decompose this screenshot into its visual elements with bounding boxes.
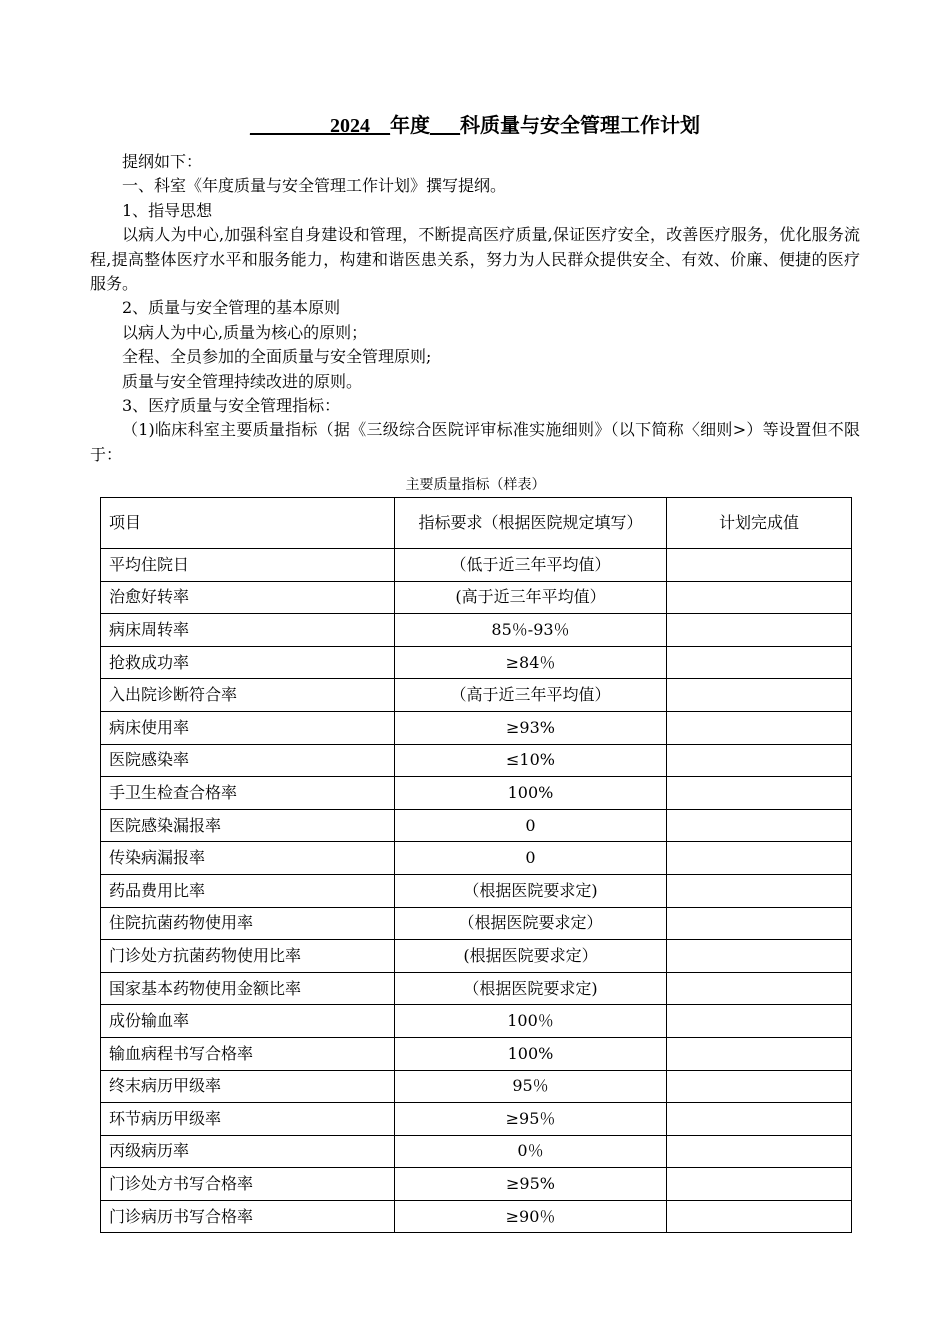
cell-planned-value[interactable]	[667, 1070, 852, 1103]
table-row	[101, 777, 852, 810]
cell-planned-value[interactable]	[667, 1005, 852, 1038]
cell-planned-value[interactable]	[667, 581, 852, 614]
cell-requirement: 100%	[395, 777, 667, 810]
cell-requirement: 0	[395, 809, 667, 842]
title-rest: 科质量与安全管理工作计划	[460, 115, 700, 137]
cell-requirement: 95％	[395, 1070, 667, 1103]
cell-requirement: 100％	[395, 1005, 667, 1038]
paragraph: （1)临床科室主要质量指标（据《三级综合医院评审标准实施细则》（以下简称〈细则>）等设置但不限于：	[90, 420, 860, 464]
cell-requirement: (根据医院要求定）	[395, 940, 667, 973]
cell-requirement: 0％	[395, 1135, 667, 1168]
paragraph: 一、科室《年度质量与安全管理工作计划》撰写提纲。	[122, 176, 507, 196]
paragraph: 以病人为中心,质量为核心的原则；	[122, 322, 368, 342]
title-blank-3: ___	[430, 115, 460, 137]
cell-planned-value[interactable]	[667, 1200, 852, 1233]
table-row	[101, 744, 852, 777]
table-row	[101, 874, 852, 907]
table-row	[101, 679, 852, 712]
cell-requirement: 85％-93％	[395, 614, 667, 647]
cell-requirement: 0	[395, 842, 667, 875]
cell-planned-value[interactable]	[667, 940, 852, 973]
title-blank-2: __	[370, 115, 390, 137]
cell-planned-value[interactable]	[667, 972, 852, 1005]
title-year-word: 年度	[390, 115, 430, 137]
cell-item: 门诊处方书写合格率	[101, 1168, 395, 1201]
table-row	[101, 1168, 852, 1201]
table-row	[101, 1200, 852, 1233]
cell-item: 门诊处方抗菌药物使用比率	[101, 940, 395, 973]
cell-planned-value[interactable]	[667, 809, 852, 842]
cell-item: 治愈好转率	[101, 581, 395, 614]
cell-requirement: ≥93%	[395, 711, 667, 744]
cell-planned-value[interactable]	[667, 1135, 852, 1168]
cell-item: 成份输血率	[101, 1005, 395, 1038]
cell-item: 病床使用率	[101, 711, 395, 744]
cell-planned-value[interactable]	[667, 711, 852, 744]
table-row	[101, 842, 852, 875]
cell-planned-value[interactable]	[667, 549, 852, 582]
table-row	[101, 907, 852, 940]
paragraph: 提纲如下：	[122, 152, 203, 171]
cell-planned-value[interactable]	[667, 1037, 852, 1070]
header-requirement: 指标要求（根据医院规定填写）	[395, 498, 667, 549]
cell-item: 环节病历甲级率	[101, 1103, 395, 1136]
table-row	[101, 809, 852, 842]
paragraph: 以病人为中心,加强科室自身建设和管理，不断提高医疗质量,保证医疗安全，改善医疗服务，优化服务流程,提高整体医疗水平和服务能力，构建和谐医患关系，努力为人民群众提供安全、有效、价廉、便捷的医疗服务。	[90, 225, 860, 294]
table-row	[101, 940, 852, 973]
table-row	[101, 549, 852, 582]
cell-item: 住院抗菌药物使用率	[101, 907, 395, 940]
table-header-row	[101, 498, 852, 549]
cell-planned-value[interactable]	[667, 842, 852, 875]
cell-planned-value[interactable]	[667, 874, 852, 907]
cell-item: 门诊病历书写合格率	[101, 1200, 395, 1233]
cell-requirement: （低于近三年平均值）	[395, 549, 667, 582]
cell-planned-value[interactable]	[667, 1168, 852, 1201]
title-year: 2024	[330, 115, 370, 137]
cell-item: 入出院诊断符合率	[101, 679, 395, 712]
cell-item: 终末病历甲级率	[101, 1070, 395, 1103]
cell-requirement: ≥90％	[395, 1200, 667, 1233]
cell-requirement: ≥95％	[395, 1103, 667, 1136]
title-blank-1: ________	[250, 115, 330, 137]
cell-item: 药品费用比率	[101, 874, 395, 907]
paragraph: 全程、全员参加的全面质量与安全管理原则;	[122, 347, 432, 367]
table-row	[101, 1070, 852, 1103]
paragraph: 质量与安全管理持续改进的原则。	[122, 371, 363, 391]
table-row	[101, 972, 852, 1005]
cell-planned-value[interactable]	[667, 744, 852, 777]
document-body	[90, 150, 860, 467]
table-row	[101, 711, 852, 744]
table-row	[101, 1005, 852, 1038]
paragraph: 3、医疗质量与安全管理指标：	[122, 396, 341, 416]
cell-item: 医院感染漏报率	[101, 809, 395, 842]
cell-item: 病床周转率	[101, 614, 395, 647]
cell-planned-value[interactable]	[667, 646, 852, 679]
table-row	[101, 614, 852, 647]
header-planned-value: 计划完成值	[667, 498, 852, 549]
cell-planned-value[interactable]	[667, 614, 852, 647]
header-item: 项目	[101, 498, 395, 549]
cell-requirement: （根据医院要求定)	[395, 874, 667, 907]
table-caption: 主要质量指标（样表）	[405, 477, 546, 493]
table-row	[101, 1037, 852, 1070]
cell-requirement: （根据医院要求定)	[395, 972, 667, 1005]
table-row	[101, 581, 852, 614]
cell-item: 输血病程书写合格率	[101, 1037, 395, 1070]
document-title	[0, 112, 950, 140]
cell-planned-value[interactable]	[667, 1103, 852, 1136]
cell-requirement: (高于近三年平均值）	[395, 581, 667, 614]
cell-requirement: （高于近三年平均值）	[395, 679, 667, 712]
cell-item: 国家基本药物使用金额比率	[101, 972, 395, 1005]
cell-item: 医院感染率	[101, 744, 395, 777]
table-row	[101, 646, 852, 679]
cell-item: 平均住院日	[101, 549, 395, 582]
cell-requirement: ≥95%	[395, 1168, 667, 1201]
quality-indicator-table	[100, 497, 852, 1233]
table-row	[101, 1103, 852, 1136]
table-row	[101, 1135, 852, 1168]
cell-item: 抢救成功率	[101, 646, 395, 679]
cell-planned-value[interactable]	[667, 777, 852, 810]
cell-requirement: 100%	[395, 1037, 667, 1070]
cell-item: 手卫生检查合格率	[101, 777, 395, 810]
paragraph: 2、质量与安全管理的基本原则	[122, 298, 341, 318]
cell-requirement: ≤10%	[395, 744, 667, 777]
cell-planned-value[interactable]	[667, 679, 852, 712]
cell-planned-value[interactable]	[667, 907, 852, 940]
cell-requirement: （根据医院要求定）	[395, 907, 667, 940]
cell-item: 丙级病历率	[101, 1135, 395, 1168]
cell-item: 传染病漏报率	[101, 842, 395, 875]
paragraph: 1、指导思想	[122, 200, 213, 220]
cell-requirement: ≥84％	[395, 646, 667, 679]
